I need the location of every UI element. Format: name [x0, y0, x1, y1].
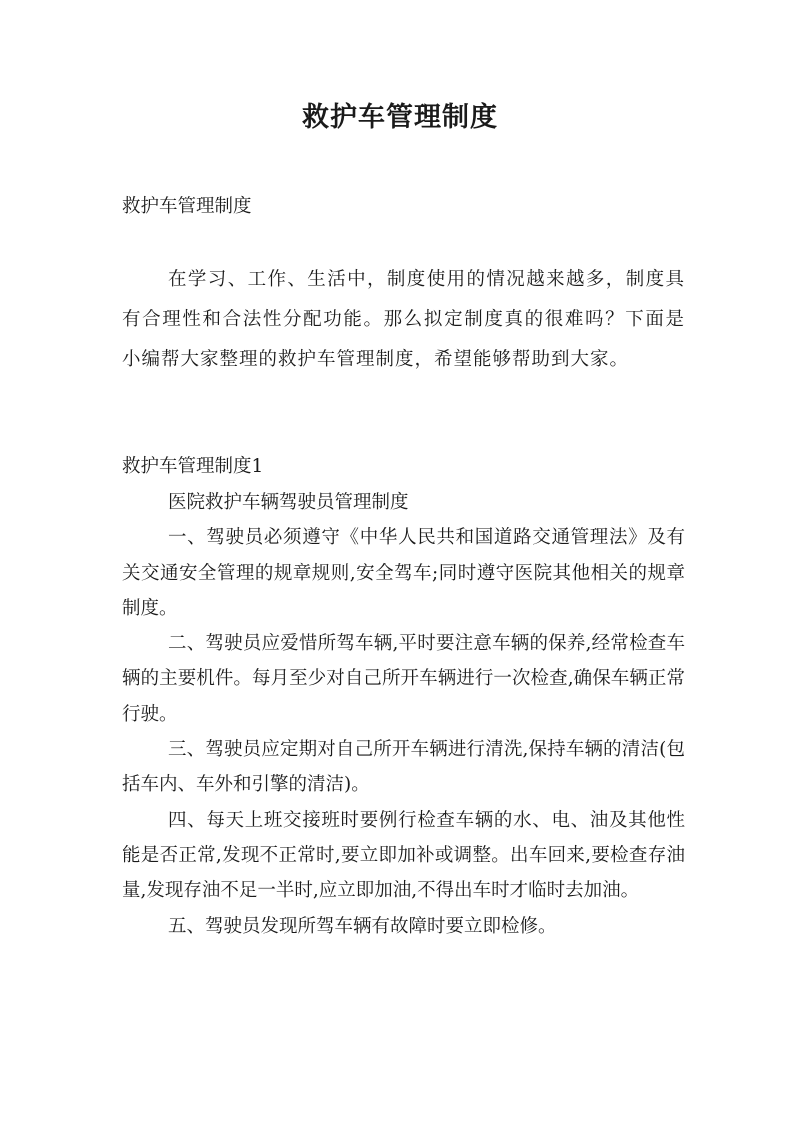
- section-heading: 救护车管理制度1: [122, 456, 264, 477]
- document-title: 救护车管理制度: [302, 102, 498, 133]
- paragraph-rule-1: 一、驾驶员必须遵守《中华人民共和国道路交通管理法》及有关交通安全管理的规章规则,安全驾车;同时遵守医院其他相关的规章制度。: [122, 527, 685, 619]
- paragraph-rule-5: 五、驾驶员发现所驾车辆有故障时要立即检修。: [168, 915, 557, 937]
- document-subtitle: 救护车管理制度: [122, 196, 252, 217]
- paragraph-rule-3: 三、驾驶员应定期对自己所开车辆进行清洗,保持车辆的清洁(包括车内、车外和引擎的清洁)。: [122, 739, 685, 796]
- paragraph-subheading: 医院救护车辆驾驶员管理制度: [168, 492, 409, 513]
- paragraph-rule-4: 四、每天上班交接班时要例行检查车辆的水、电、油及其他性能是否正常,发现不正常时,要立即加补或调整。出车回来,要检查存油量,发现存油不足一半时,应立即加油,不得出车时才临时去加油。: [122, 809, 685, 902]
- paragraph-rule-2: 二、驾驶员应爱惜所驾车辆,平时要注意车辆的保养,经常检查车辆的主要机件。每月至少对自己所开车辆进行一次检查,确保车辆正常行驶。: [122, 633, 685, 725]
- section-content: [122, 485, 685, 944]
- intro-paragraph: 在学习、工作、生活中，制度使用的情况越来越多，制度具有合理性和合法性分配功能。那么拟定制度真的很难吗？下面是小编帮大家整理的救护车管理制度，希望能够帮助到大家。: [122, 269, 685, 370]
